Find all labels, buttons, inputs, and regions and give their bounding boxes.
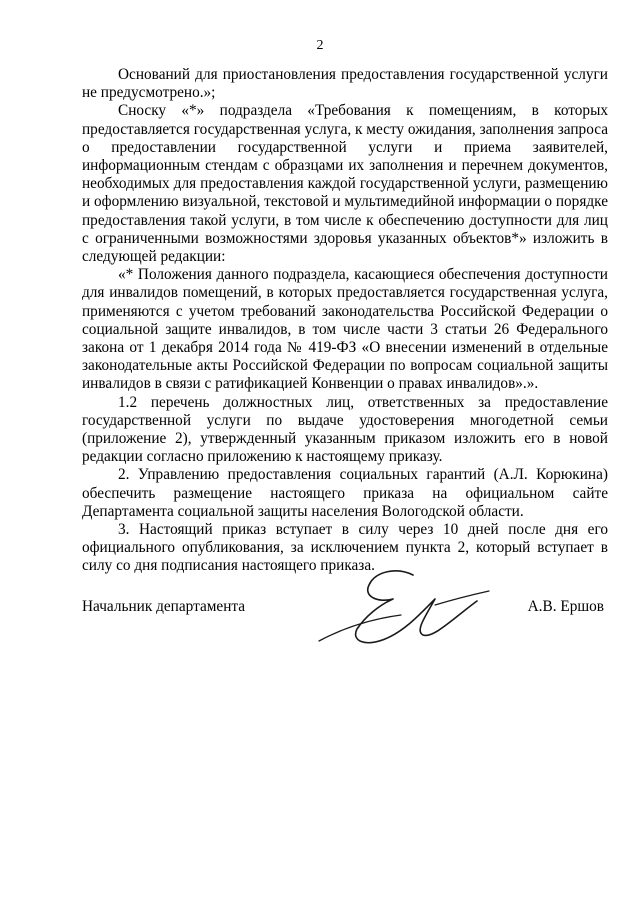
page-number: 2 (316, 38, 324, 53)
paragraph-item-2: 2. Управлению предоставления социальных гарантий (А.Л. Корюкина) обеспечить размещение настоящего приказа на официальном сайте Департамента социальной защиты населения Вологодской области. (82, 466, 608, 520)
signatory-position: Начальник департамента (82, 598, 246, 615)
paragraph-footnote-text: «* Положения данного подраздела, касающиеся обеспечения доступности для инвалидов помещений, в которых предоставляется государственная услуга, применяются с учетом требований законодательства Российской Федерации о социальной защите инвалидов, в том числе части 3 статьи 26 Федерального закона от 1 декабря 2014 года № 419-ФЗ «О внесении изменений в отдельные законодательные акты Российской Федерации по вопросам социальной защиты инвалидов в связи с ратификацией Конвенции о правах инвалидов».». (82, 266, 608, 393)
signature-block (82, 598, 608, 618)
document-body (82, 66, 608, 576)
paragraph-footnote-change: Сноску «*» подраздела «Требования к помещениям, в которых предоставляется государственная услуга, к месту ожидания, заполнения запроса о предоставлении государственной услуги и приема заявителей, информационным стендам с образцами их заполнения и перечнем документов, необходимых для предоставления каждой государственной услуги, размещению и оформлению визуальной, текстовой и мультимедийной информации о порядке предоставления такой услуги, в том числе к обеспечению доступности для лиц с ограниченными возможностями здоровья указанных объектов*» изложить в следующей редакции: (82, 102, 608, 266)
paragraph-item-3: 3. Настоящий приказ вступает в силу через 10 дней после дня его официального опубликования, за исключением пункта 2, который вступает в силу со дня подписания настоящего приказа. (82, 521, 608, 575)
signatory-name: А.В. Ершов (527, 598, 604, 615)
paragraph-grounds: Оснований для приостановления предоставления государственной услуги не предусмотрено.»; (82, 66, 608, 102)
paragraph-item-1-2: 1.2 перечень должностных лиц, ответственных за предоставление государственной услуги по выдаче удостоверения многодетной семьи (приложение 2), утвержденный указанным приказом изложить его в новой редакции согласно приложению к настоящему приказу. (82, 393, 608, 466)
